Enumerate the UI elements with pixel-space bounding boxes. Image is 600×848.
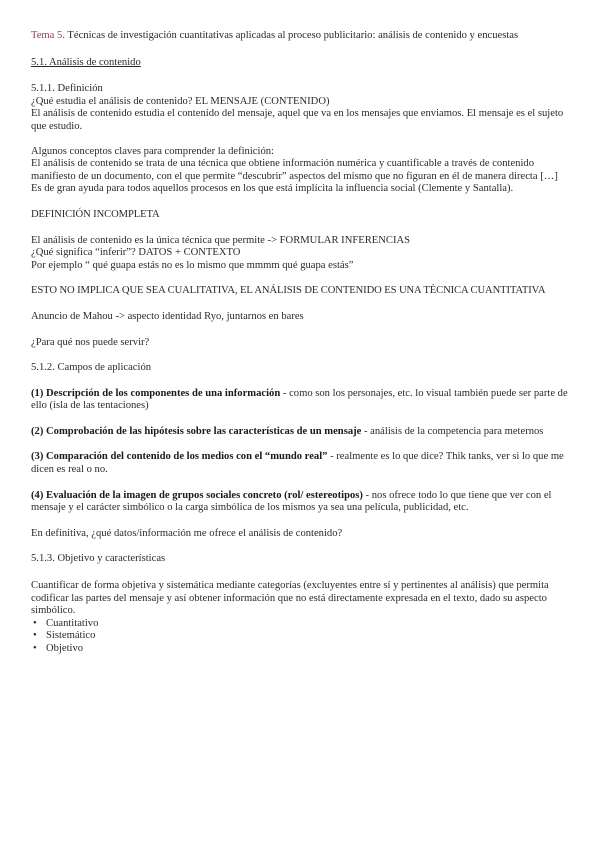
caracteristicas-list: [31, 618, 569, 656]
campo-item-4-title: (4) Evaluación de la imagen de grupos sociales concreto (rol/ estereotipos): [31, 489, 363, 501]
list-item-label: Cuantitativo: [46, 617, 99, 629]
inferencias-block: [31, 235, 569, 273]
campo-item-3-text: - realmente es lo que dice? Thik tanks, ver si lo que me dicen es real o no.: [31, 451, 564, 476]
inferencias-line-3: Por ejemplo “ qué guapa estás no es lo mismo que mmmm qué guapa estás”: [31, 259, 354, 271]
definicion-question: ¿Qué estudia el análisis de contenido? EL MENSAJE (CONTENIDO): [31, 95, 330, 107]
inferencias-line-1: El análisis de contenido es la única técnica que permite -> FORMULAR INFERENCIAS: [31, 234, 411, 246]
campo-item-3-title: (3) Comparación del contenido de los medios con el “mundo real”: [31, 451, 328, 463]
conceptos-intro: Algunos conceptos claves para comprender la definición:: [31, 145, 274, 157]
list-item-label: Sistemático: [46, 630, 96, 642]
list-item: [31, 630, 569, 643]
definicion-heading: 5.1.1. Definición: [31, 83, 103, 95]
document-page: [31, 30, 569, 656]
campo-item-4: [31, 490, 569, 515]
inferencias-line-2: ¿Qué significa “inferir”? DATOS + CONTEXTO: [31, 247, 241, 259]
conceptos-text: El análisis de contenido se trata de una técnica que obtiene información numérica y cuantificable a través de contenido manifiesto de un documento, con el que permite “descubrir” aspectos del mismo que no figuran en él de manera directa […] Es de gran ayuda para todos aquellos procesos en los que está implícita la influencia social (Clemente y Santalla).: [31, 158, 558, 195]
campo-item-4-text: - nos ofrece todo lo que tiene que ver con el mensaje y el carácter simbólico o la carga simbólica de los mismos ya sea una película, publicidad, etc.: [31, 489, 552, 514]
campo-item-2-text: - análisis de la competencia para meternos: [361, 425, 544, 437]
objetivo-text: Cuantificar de forma objetiva y sistemática mediante categorías (excluyentes entre sí y pertinentes al análisis) que permita codificar las partes del mensaje y así obtener información que no está directamente expresada en el texto, dado su aspecto simbólico.: [31, 580, 549, 617]
no-implica-statement: ESTO NO IMPLICA QUE SEA CUALITATIVA, EL ANÁLISIS DE CONTENIDO ES UNA TÉCNICA CUANTITATIVA: [31, 285, 546, 297]
list-item: [31, 618, 569, 631]
definicion-incompleta: DEFINICIÓN INCOMPLETA: [31, 208, 160, 220]
bullet-icon: •: [33, 643, 37, 654]
list-item: [31, 643, 569, 656]
campo-item-3: [31, 451, 569, 476]
anuncio-mahou: Anuncio de Mahou -> aspecto identidad Ryo, juntarnos en bares: [31, 310, 304, 322]
bullet-icon: •: [33, 630, 37, 642]
campo-item-2: [31, 426, 569, 439]
conceptos-block: [31, 146, 569, 196]
definicion-text: El análisis de contenido estudia el contenido del mensaje, aquel que va en los mensajes que enviamos. El mensaje es el sujeto que estudio.: [31, 108, 564, 132]
list-item-label: Objetivo: [46, 643, 84, 654]
tema-label: Tema 5: [31, 30, 63, 41]
campo-item-1: [31, 388, 569, 413]
objetivo-heading: 5.1.3. Objetivo y características: [31, 553, 166, 565]
bullet-icon: •: [33, 617, 37, 629]
campos-heading: 5.1.2. Campos de aplicación: [31, 362, 152, 374]
campo-item-1-title: (1) Descripción de los componentes de una información: [31, 387, 281, 399]
campo-item-2-title: (2) Comprobación de las hipótesis sobre las características de un mensaje: [31, 425, 362, 437]
document-title: [31, 30, 569, 43]
campos-conclusion: En definitiva, ¿qué datos/información me ofrece el análisis de contenido?: [31, 527, 343, 539]
campo-item-1-text: - como son los personajes, etc. lo visual también puede ser parte de ello (isla de las tentaciones): [31, 387, 568, 412]
para-que-question: ¿Para qué nos puede servir?: [31, 336, 150, 348]
title-text: . Técnicas de investigación cuantitativas aplicadas al proceso publicitario: análisis de contenido y encuestas: [62, 30, 519, 41]
definicion-block: [31, 83, 569, 133]
section-5-1-heading: 5.1. Análisis de contenido: [31, 56, 141, 68]
